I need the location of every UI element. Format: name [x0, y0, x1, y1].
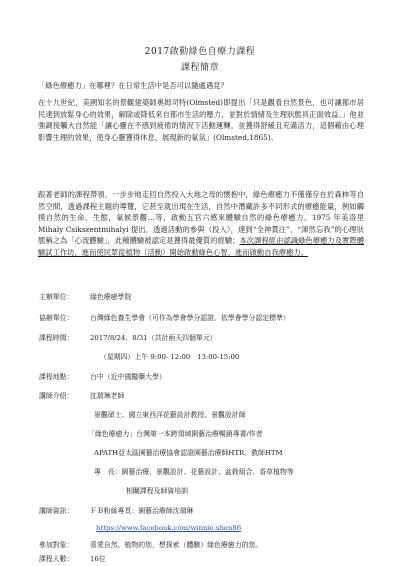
co-organizer-value: 台灣綠色養生學會（可作為學會學分認證、依學會學分認定標準）: [90, 314, 290, 322]
facebook-link[interactable]: https://www.facebook.com/winnie.shen86: [96, 524, 242, 532]
place-label: 課程地點：: [39, 373, 74, 381]
page-subtitle: 課程簡章: [180, 63, 219, 73]
date-value: 2017/8/24、8/31（共計兩天四個單元）: [90, 334, 217, 342]
course-goal-text: 本次課程經由認識綠色療癒力及實際體驗試工作坊，進而使民眾從植物（活動）開始啟動綠色心智，進而啟動自我療癒力。: [38, 236, 364, 257]
history-text: 在十九世紀，美國知名的景觀建築師奧姆司特(Olmsted)即提出「只是觀看自然景色，也可讓都市居民達到放鬆身心的效果，解除或降低來自都市生活的壓力，並對於情緒及生理狀態具正面效益。」他並強調接觸大自然能「讓心靈在不感到疲倦的情況下活動運轉，並獲得舒緩且充滿活力，這個藉由心理影響生理的效果，使身心靈獲得休息，展現新的氣氛」(Olmsted,1865)。: [38, 98, 364, 142]
intro-paragraph: [38, 80, 364, 92]
info-label: 講師資訊：: [39, 507, 74, 515]
course-paragraph: [38, 189, 364, 259]
teacher-label: 講師介紹：: [39, 392, 74, 400]
teacher-bio-line: 專 長：園藝治療、景觀設計、花藝設計、盆栽組合、香草植物等: [94, 468, 294, 476]
target-label: 參加對象：: [39, 541, 74, 549]
date-label: 課程時間：: [39, 334, 74, 342]
time-value: （星期四）上午 9:00- 12:00 13:00-15:00: [100, 353, 240, 361]
count-label: 課程人數：: [39, 555, 74, 563]
target-value: 喜愛自然、植物的您，想探索（體驗）綠色療癒力的您。: [90, 541, 263, 549]
teacher-bio-line: APATH亞太區園藝治療協會認證園藝治療師HTR、教師HTM: [94, 449, 283, 457]
place-value: 台中（近中國醫藥大學）: [90, 373, 166, 381]
teacher-bio-line: 景觀碩士、國立東西洋花藝設計教授、景觀設計師: [94, 411, 246, 419]
teacher-name: 沈瑞琳老師: [90, 392, 125, 400]
course-text: 跟著老師的課程帶領，一步步地走回自然投入大地之母的懷抱中，綠色療癒力不僅僅存在於森林等自然空間，透過課程主題的導覽，它甚至就出現在生活，自然中潛藏許多不同形式的療癒能量，例如觸摸自然的生命，生態，氣候景觀…等，啟動五官六感來體驗自然的綠色療癒力。1975 年美洛里 Mihaly Csikszentmihalyi 提出，透過活動的參與（投入），達到“全神貫注”、“渾然忘我”的心理狀態稱之為「心流體驗」，此種體驗被認定是獲得最優質的經驗；: [38, 190, 364, 246]
count-value: 16位: [90, 555, 106, 563]
page-title: 2017啟動綠色自療力課程: [144, 47, 256, 57]
teacher-bio-line: 「綠色療癒力」台灣第一本跨領域園藝治療暢銷專書/作者: [88, 430, 263, 438]
intro-text: 「綠色療癒力」在哪裡？在日常生活中是否可以隨處遇見？: [38, 81, 228, 90]
info-value: ＦＢ粉絲專頁：園藝治療師沈瑞琳: [90, 507, 194, 515]
organizer-label: 主辦單位：: [39, 293, 74, 301]
co-organizer-label: 協辦單位：: [39, 314, 74, 322]
history-paragraph: [38, 97, 364, 143]
organizer-value: 綠色療癒學院: [90, 293, 132, 301]
teacher-bio-line: 相關課程及師資培訓: [126, 487, 189, 495]
